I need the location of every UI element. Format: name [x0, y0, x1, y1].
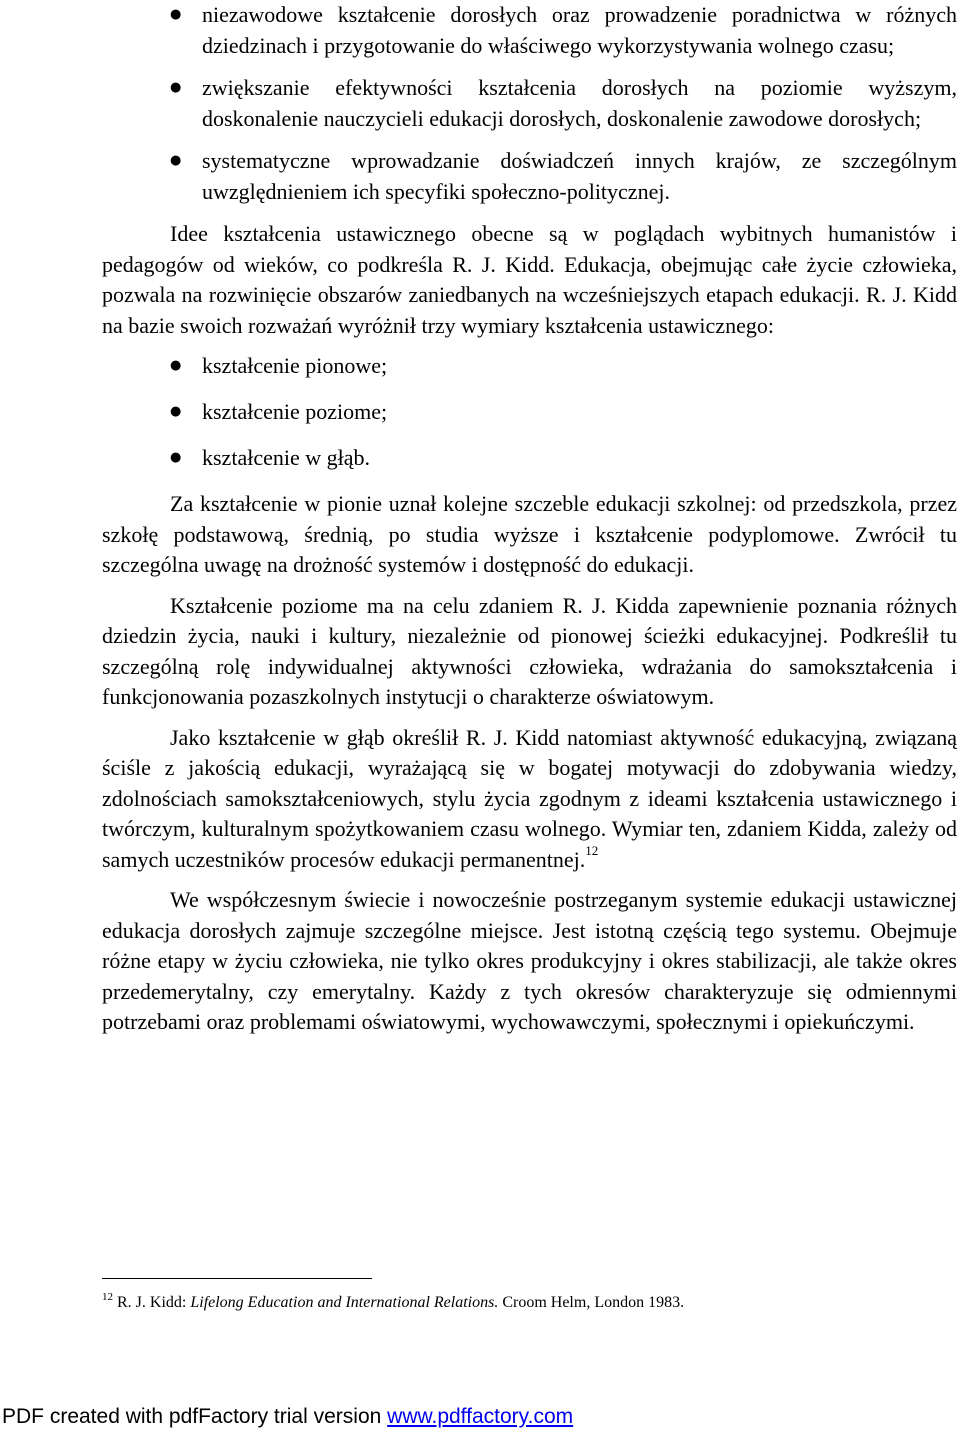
paragraph-5: We współczesnym świecie i nowocześnie postrzeganym systemie edukacji ustawicznej edukacja dorosłych zajmuje szczególne miejsce. Jest istotną częścią tego systemu. Obejmuje różne etapy w życiu człowieka, nie tylko okres produkcyjny i okres stabilizacji, ale także okres przedemerytalny, czy emerytalny. Każdy z tych okresów charakteryzuje się odmiennymi potrzebami oraz problemami oświatowymi, wychowawczymi, społecznymi i opiekuńczymi.: [102, 887, 957, 1034]
footnote-author: R. J. Kidd:: [117, 1294, 187, 1311]
footnote-divider: [102, 1278, 372, 1279]
paragraph-3: Kształcenie poziome ma na celu zdaniem R. J. Kidda zapewnienie poznania różnych dziedzin życia, nauki i kultury, niezależnie od pionowej ścieżki edukacyjnej. Podkreślił tu szczególną rolę indywidualnej aktywności człowieka, wdrażania do samokształcenia i funkcjonowania pozaszkolnych instytucji o charakterze oświatowym.: [102, 592, 957, 709]
paragraph-4-text: Jako kształcenie w głąb określił R. J. Kidd natomiast aktywność edukacyjną, związaną ściśle z jakością edukacji, wyrażającą się w bogatej motywacji do zdobywania wiedzy, zdolnościach samokształceniowych, stylu życia zgodnym z ideami kształcenia ustawicznego i twórczym, kulturalnym spożytkowaniem czasu wolnego. Wymiar ten, zdaniem Kidda, zależy od samych uczestników procesów edukacji permanentnej.: [102, 724, 957, 872]
list-item: ● kształcenie w głąb.: [102, 443, 957, 473]
list-dimensions: [102, 351, 957, 473]
list-top: [102, 0, 957, 207]
paragraph-2: Za kształcenie w pionie uznał kolejne szczeble edukacji szkolnej: od przedszkola, przez szkołę podstawową, średnią, po studia wyższe i kształcenie podyplomowe. Zwrócił tu szczególna uwagę na drożność systemów i dostępność do edukacji.: [102, 491, 957, 577]
document-page: [102, 0, 957, 1038]
footnote-publisher: Croom Helm, London 1983.: [502, 1294, 685, 1311]
pdffactory-link[interactable]: www.pdffactory.com: [387, 1405, 574, 1428]
list-item: ● systematyczne wprowadzanie doświadczeń innych krajów, ze szczególnym uwzględnieniem ich specyfiki społeczno-politycznej.: [102, 146, 957, 207]
footnote-reference[interactable]: 12: [585, 842, 599, 858]
paragraph-1: Idee kształcenia ustawicznego obecne są w poglądach wybitnych humanistów i pedagogów od wieków, co podkreśla R. J. Kidd. Edukacja, obejmując całe życie człowieka, pozwala na rozwinięcie obszarów zaniedbanych na wcześniejszych etapach edukacji. R. J. Kidd na bazie swoich rozważań wyróżnił trzy wymiary kształcenia ustawicznego:: [102, 221, 957, 338]
list-item: ● kształcenie poziome;: [102, 397, 957, 427]
list-item: ● kształcenie pionowe;: [102, 351, 957, 381]
paragraph-4: [102, 723, 957, 876]
footnote-number: 12: [102, 1291, 113, 1303]
list-item: ● niezawodowe kształcenie dorosłych oraz prowadzenie poradnictwa w różnych dziedzinach i przygotowanie do właściwego wykorzystywania wolnego czasu;: [102, 0, 957, 61]
footnote-title: Lifelong Education and International Relations.: [190, 1294, 499, 1311]
banner-text: PDF created with pdfFactory trial version: [2, 1405, 382, 1428]
pdf-banner: [2, 1405, 573, 1429]
footnote: [102, 1292, 684, 1314]
list-item: ● zwiększanie efektywności kształcenia dorosłych na poziomie wyższym, doskonalenie nauczycieli edukacji dorosłych, doskonalenie zawodowe dorosłych;: [102, 73, 957, 134]
